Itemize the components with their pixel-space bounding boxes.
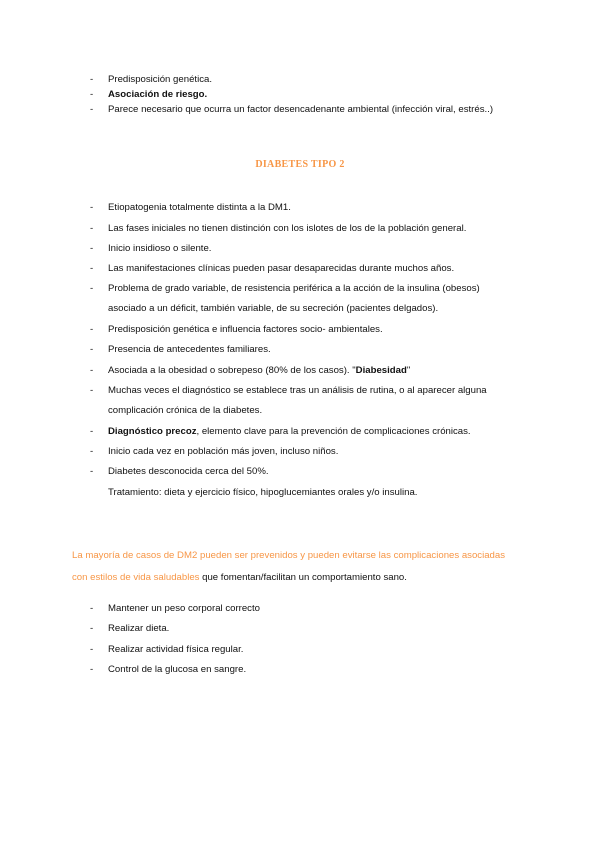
list-item-text	[108, 426, 471, 438]
prevention-paragraph-line2	[72, 572, 407, 584]
text-segment: complicación crónica de la diabetes.	[108, 405, 263, 416]
list-item-text	[108, 243, 211, 255]
text-segment: Asociada a la obesidad o sobrepeso (80% de los casos). "	[108, 365, 356, 376]
list-item-text	[108, 104, 493, 116]
text-segment: Realizar dieta.	[108, 623, 170, 634]
list-item-text	[108, 365, 410, 377]
bullet-dash: -	[90, 283, 94, 294]
bullet-dash: -	[90, 385, 94, 396]
list-item-text	[108, 603, 260, 615]
list-item-text	[108, 303, 438, 315]
bold-text: Diagnóstico precoz	[108, 426, 197, 437]
text-segment: Inicio insidioso o silente.	[108, 243, 212, 254]
list-item-text	[108, 74, 212, 86]
text-segment: Control de la glucosa en sangre.	[108, 664, 247, 675]
bullet-dash: -	[90, 664, 94, 675]
bold-text: Asociación de riesgo.	[108, 89, 208, 100]
bullet-dash: -	[90, 446, 94, 457]
bullet-dash: -	[90, 74, 94, 85]
bullet-dash: -	[90, 202, 94, 213]
text-segment: Predisposición genética.	[108, 74, 212, 85]
list-item-text	[108, 623, 169, 635]
list-item-text	[108, 89, 207, 101]
bullet-dash: -	[90, 104, 94, 115]
text-segment: Las fases iniciales no tienen distinción con los islotes de los de la población general.	[108, 223, 467, 234]
text-segment: asociado a un déficit, también variable, de su secreción (pacientes delgados).	[108, 303, 439, 314]
list-item-text	[108, 385, 487, 397]
bullet-dash: -	[90, 365, 94, 376]
list-item-text	[108, 405, 262, 417]
list-item-text	[108, 223, 466, 235]
list-item-text	[108, 664, 246, 676]
prevention-paragraph-line1: La mayoría de casos de DM2 pueden ser prevenidos y pueden evitarse las complicaciones asociadas	[72, 550, 506, 561]
bullet-dash: -	[90, 223, 94, 234]
text-segment: Etiopatogenia totalmente distinta a la DM1.	[108, 202, 291, 213]
bold-text: Diabesidad	[355, 365, 407, 376]
list-item-text	[108, 283, 480, 295]
text-segment: Presencia de antecedentes familiares.	[108, 344, 271, 355]
bullet-dash: -	[90, 89, 94, 100]
bullet-dash: -	[90, 644, 94, 655]
section-title: DIABETES TIPO 2	[255, 159, 345, 170]
list-item-text	[108, 466, 269, 478]
text-segment: Mantener un peso corporal correcto	[108, 603, 260, 614]
list-item-text	[108, 344, 271, 356]
bullet-dash: -	[90, 623, 94, 634]
highlighted-phrase: con estilos de vida saludables	[72, 572, 200, 583]
bullet-dash: -	[90, 466, 94, 477]
text-segment: Parece necesario que ocurra un factor desencadenante ambiental (infección viral, estrés..)	[108, 104, 494, 115]
text-segment: Diabetes desconocida cerca del 50%.	[108, 466, 269, 477]
treatment-line: Tratamiento: dieta y ejercicio físico, hipoglucemiantes orales y/o insulina.	[108, 487, 418, 498]
text-segment: Muchas veces el diagnóstico se establece tras un análisis de rutina, o al aparecer alguna	[108, 385, 487, 396]
text-segment: Problema de grado variable, de resistencia periférica a la acción de la insulina (obesos)	[108, 283, 480, 294]
bullet-dash: -	[90, 603, 94, 614]
text-segment: , elemento clave para la prevención de complicaciones crónicas.	[196, 426, 471, 437]
text-segment: Las manifestaciones clínicas pueden pasar desaparecidas durante muchos años.	[108, 263, 455, 274]
bullet-dash: -	[90, 426, 94, 437]
bullet-dash: -	[90, 243, 94, 254]
list-item-text	[108, 446, 338, 458]
text-segment: Realizar actividad física regular.	[108, 644, 244, 655]
bullet-dash: -	[90, 324, 94, 335]
list-item-text	[108, 263, 454, 275]
list-item-text	[108, 324, 383, 336]
paragraph-rest: que fomentan/facilitan un comportamiento sano.	[199, 572, 407, 583]
list-item-text	[108, 202, 291, 214]
text-segment: Inicio cada vez en población más joven, incluso niños.	[108, 446, 339, 457]
bullet-dash: -	[90, 344, 94, 355]
bullet-dash: -	[90, 263, 94, 274]
text-segment: "	[406, 365, 411, 376]
text-segment: Predisposición genética e influencia factores socio- ambientales.	[108, 324, 383, 335]
list-item-text	[108, 644, 243, 656]
